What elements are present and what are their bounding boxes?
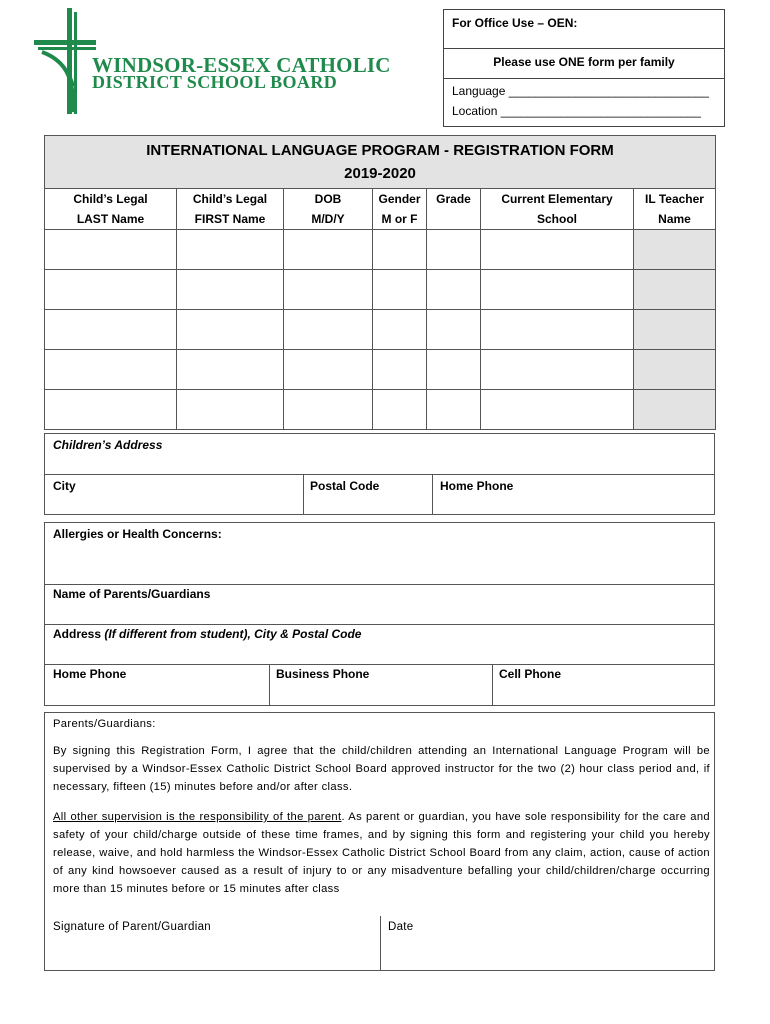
one-form-notice: Please use ONE form per family — [493, 55, 675, 69]
language-field[interactable]: Language ______________________________ — [452, 84, 709, 98]
home-phone-label[interactable]: Home Phone — [440, 479, 514, 493]
business-phone-label[interactable]: Business Phone — [276, 667, 370, 681]
col-header-dob: DOB M/D/Y — [284, 189, 373, 230]
office-use-box — [443, 9, 725, 127]
cell-phone-label[interactable]: Cell Phone — [499, 667, 562, 681]
col-header-grade: Grade — [427, 189, 481, 230]
registration-table — [44, 135, 716, 430]
form-title: INTERNATIONAL LANGUAGE PROGRAM - REGISTRATION FORM — [146, 142, 614, 159]
table-row — [45, 310, 716, 350]
consent-paragraph-1: By signing this Registration Form, I agree that the child/children attending an International Language Program will be supervised by a Windsor-Essex Catholic District School Board approved instructor for the two (2) hour class period and, if necessary, fifteen (15) minutes before and/or after class. — [53, 745, 710, 793]
col-header-il-teacher: IL Teacher Name — [634, 189, 716, 230]
logo-text-line1: WINDSOR-ESSEX CATHOLIC — [92, 53, 391, 77]
postal-code-label[interactable]: Postal Code — [310, 479, 380, 493]
parent-home-phone-label[interactable]: Home Phone — [53, 667, 127, 681]
table-row — [45, 270, 716, 310]
parents-info-block — [44, 522, 715, 706]
consent-paragraph-2: All other supervision is the responsibility of the parent. As parent or guardian, you have sole responsibility for the care and safety of your child/charge outside of these time frames, and by signing this form and registering your child you hereby release, waive, and hold harmless the Windsor-Essex Catholic District School Board from any claim, action, cause of action of any kind howsoever caused as a result of injury to or any misadventure befalling your child/children/charge occurring more than 15 minutes before or 15 minutes after class — [53, 811, 710, 895]
signature-label[interactable]: Signature of Parent/Guardian — [53, 921, 211, 933]
school-board-cross-icon — [34, 8, 96, 114]
oen-label: For Office Use – OEN: — [452, 16, 578, 30]
col-header-school: Current Elementary School — [481, 189, 634, 230]
table-row — [45, 350, 716, 390]
location-field[interactable]: Location ______________________________ — [452, 104, 701, 118]
children-address-block — [44, 433, 715, 515]
date-label[interactable]: Date — [388, 921, 414, 933]
table-row — [45, 230, 716, 270]
consent-salutation: Parents/Guardians: — [53, 718, 156, 730]
children-address-label[interactable]: Children’s Address — [53, 438, 163, 452]
col-header-last-name: Child’s Legal LAST Name — [45, 189, 177, 230]
parent-names-label[interactable]: Name of Parents/Guardians — [53, 587, 211, 601]
table-row — [45, 390, 716, 430]
form-title-cell — [45, 136, 716, 189]
form-year: 2019-2020 — [344, 165, 416, 182]
parent-address-label[interactable]: Address (If different from student), City & Postal Code — [53, 627, 362, 641]
logo-text-line2: DISTRICT SCHOOL BOARD — [92, 72, 338, 92]
allergies-label[interactable]: Allergies or Health Concerns: — [53, 527, 222, 541]
city-label[interactable]: City — [53, 479, 76, 493]
col-header-first-name: Child’s Legal FIRST Name — [177, 189, 284, 230]
col-header-gender: Gender M or F — [373, 189, 427, 230]
